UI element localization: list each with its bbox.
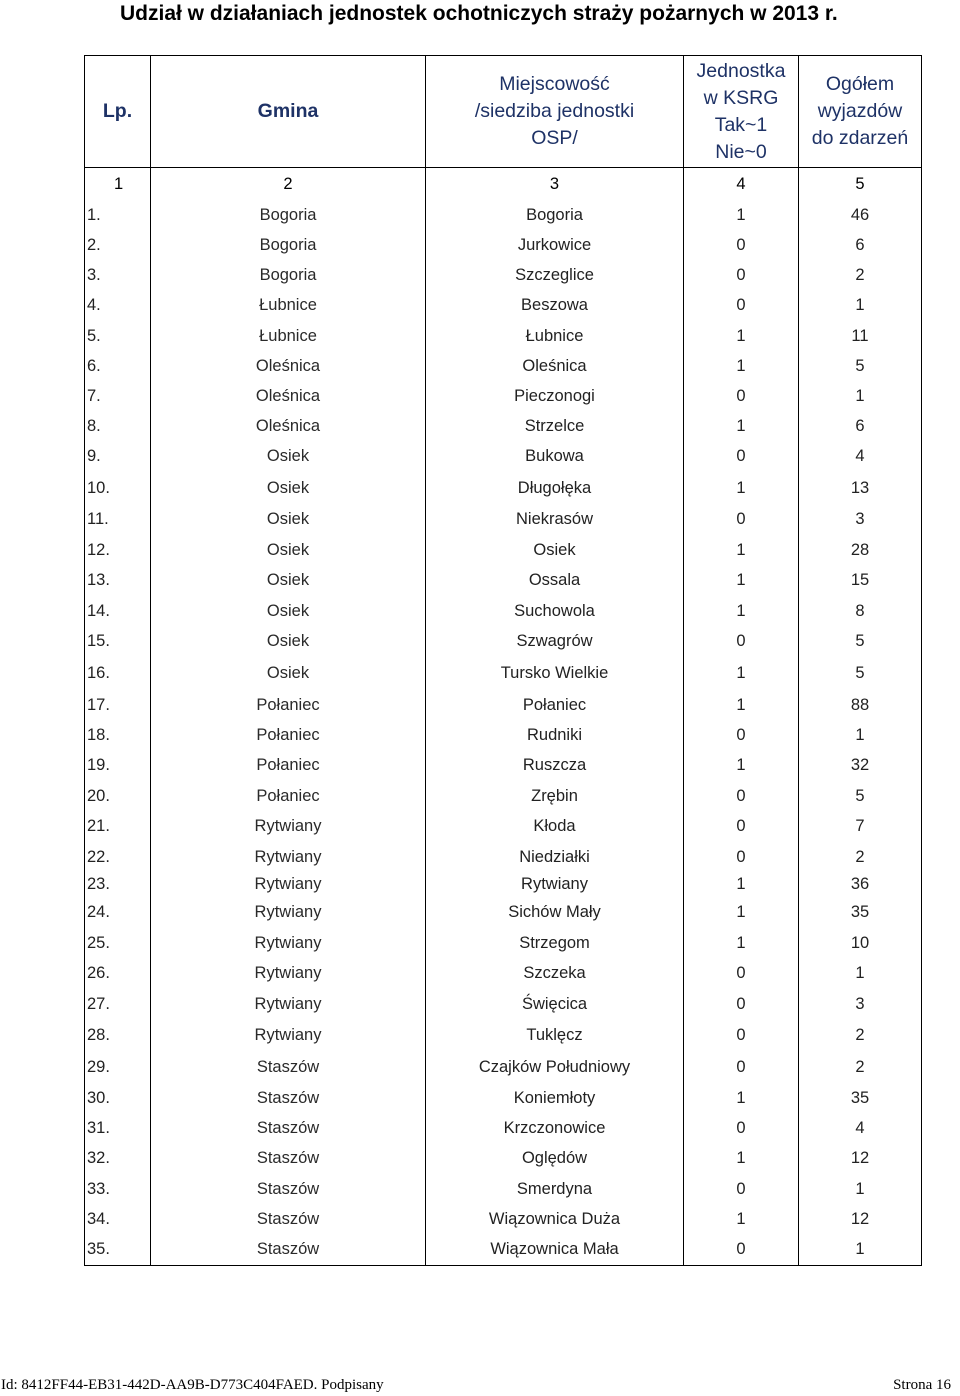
table-row xyxy=(85,596,922,626)
cell-ksrg: 1 xyxy=(684,928,799,958)
table-row xyxy=(85,441,922,472)
table-row xyxy=(85,690,922,720)
cell-miejscowosc: Ossala xyxy=(426,565,684,596)
cell-ksrg: 0 xyxy=(684,988,799,1020)
cell-miejscowosc: Bogoria xyxy=(426,200,684,230)
cell-ksrg: 1 xyxy=(684,872,799,897)
column-number: 4 xyxy=(684,168,799,201)
cell-gmina: Rytwiany xyxy=(151,842,426,872)
column-numbers-row xyxy=(85,168,922,201)
cell-miejscowosc: Strzegom xyxy=(426,928,684,958)
cell-lp: 26. xyxy=(85,958,151,988)
cell-ogolem: 5 xyxy=(799,657,922,690)
cell-gmina: Połaniec xyxy=(151,720,426,750)
cell-gmina: Bogoria xyxy=(151,200,426,230)
table-row xyxy=(85,1051,922,1083)
cell-ksrg: 0 xyxy=(684,1113,799,1143)
column-number: 1 xyxy=(85,168,151,201)
cell-gmina: Osiek xyxy=(151,626,426,657)
cell-miejscowosc: Oleśnica xyxy=(426,351,684,381)
table-row xyxy=(85,928,922,958)
cell-gmina: Osiek xyxy=(151,504,426,535)
cell-gmina: Oleśnica xyxy=(151,381,426,411)
cell-ksrg: 1 xyxy=(684,200,799,230)
cell-lp: 28. xyxy=(85,1020,151,1051)
cell-lp: 3. xyxy=(85,260,151,290)
cell-ksrg: 1 xyxy=(684,1204,799,1235)
table-row xyxy=(85,781,922,811)
document-title: Udział w działaniach jednostek ochotniczych straży pożarnych w 2013 r. xyxy=(120,2,838,25)
header-ksrg: Jednostka w KSRG Tak~1 Nie~0 xyxy=(684,56,799,168)
cell-lp: 31. xyxy=(85,1113,151,1143)
cell-gmina: Osiek xyxy=(151,657,426,690)
cell-ksrg: 1 xyxy=(684,535,799,565)
cell-lp: 27. xyxy=(85,988,151,1020)
cell-ogolem: 10 xyxy=(799,928,922,958)
table-row xyxy=(85,958,922,988)
cell-ogolem: 6 xyxy=(799,411,922,441)
table-row xyxy=(85,472,922,504)
table-row xyxy=(85,504,922,535)
cell-ogolem: 3 xyxy=(799,988,922,1020)
cell-ogolem: 5 xyxy=(799,351,922,381)
cell-miejscowosc: Wiązownica Mała xyxy=(426,1235,684,1265)
cell-lp: 20. xyxy=(85,781,151,811)
cell-ogolem: 35 xyxy=(799,897,922,928)
cell-gmina: Osiek xyxy=(151,565,426,596)
table-row xyxy=(85,351,922,381)
table-row xyxy=(85,535,922,565)
table-row xyxy=(85,872,922,897)
table-row xyxy=(85,626,922,657)
cell-miejscowosc: Rudniki xyxy=(426,720,684,750)
cell-ogolem: 46 xyxy=(799,200,922,230)
table-body xyxy=(85,200,922,1265)
cell-gmina: Rytwiany xyxy=(151,958,426,988)
cell-ogolem: 1 xyxy=(799,1174,922,1204)
cell-miejscowosc: Tuklęcz xyxy=(426,1020,684,1051)
document-id-footer: Id: 8412FF44-EB31-442D-AA9B-D773C404FAED. Podpisany xyxy=(1,1377,384,1393)
cell-lp: 4. xyxy=(85,290,151,321)
cell-ogolem: 12 xyxy=(799,1143,922,1174)
table-row xyxy=(85,565,922,596)
cell-ogolem: 4 xyxy=(799,1113,922,1143)
cell-miejscowosc: Łubnice xyxy=(426,321,684,351)
table-row xyxy=(85,1083,922,1113)
cell-ksrg: 0 xyxy=(684,441,799,472)
table-row xyxy=(85,290,922,321)
cell-lp: 19. xyxy=(85,750,151,781)
cell-ksrg: 1 xyxy=(684,351,799,381)
cell-miejscowosc: Zrębin xyxy=(426,781,684,811)
table-row xyxy=(85,1143,922,1174)
cell-ksrg: 1 xyxy=(684,1143,799,1174)
cell-lp: 30. xyxy=(85,1083,151,1113)
cell-gmina: Rytwiany xyxy=(151,811,426,842)
cell-lp: 1. xyxy=(85,200,151,230)
cell-ogolem: 1 xyxy=(799,381,922,411)
table-row xyxy=(85,200,922,230)
table-row xyxy=(85,1174,922,1204)
cell-lp: 34. xyxy=(85,1204,151,1235)
cell-ksrg: 0 xyxy=(684,1051,799,1083)
cell-gmina: Rytwiany xyxy=(151,872,426,897)
cell-miejscowosc: Jurkowice xyxy=(426,230,684,260)
cell-gmina: Bogoria xyxy=(151,260,426,290)
table-header xyxy=(85,56,922,168)
cell-ogolem: 11 xyxy=(799,321,922,351)
cell-miejscowosc: Szwagrów xyxy=(426,626,684,657)
cell-ogolem: 6 xyxy=(799,230,922,260)
cell-miejscowosc: Bukowa xyxy=(426,441,684,472)
table-row xyxy=(85,260,922,290)
cell-gmina: Osiek xyxy=(151,441,426,472)
cell-ksrg: 1 xyxy=(684,472,799,504)
cell-miejscowosc: Sichów Mały xyxy=(426,897,684,928)
cell-ksrg: 0 xyxy=(684,381,799,411)
cell-ogolem: 5 xyxy=(799,781,922,811)
cell-gmina: Oleśnica xyxy=(151,351,426,381)
cell-miejscowosc: Suchowola xyxy=(426,596,684,626)
cell-ksrg: 1 xyxy=(684,565,799,596)
cell-ogolem: 8 xyxy=(799,596,922,626)
cell-ogolem: 28 xyxy=(799,535,922,565)
cell-miejscowosc: Długołęka xyxy=(426,472,684,504)
cell-lp: 12. xyxy=(85,535,151,565)
cell-gmina: Osiek xyxy=(151,472,426,504)
cell-ogolem: 3 xyxy=(799,504,922,535)
cell-miejscowosc: Szczeglice xyxy=(426,260,684,290)
table-row xyxy=(85,230,922,260)
cell-lp: 13. xyxy=(85,565,151,596)
cell-miejscowosc: Święcica xyxy=(426,988,684,1020)
table-row xyxy=(85,1113,922,1143)
cell-ogolem: 12 xyxy=(799,1204,922,1235)
cell-gmina: Staszów xyxy=(151,1143,426,1174)
cell-ogolem: 1 xyxy=(799,1235,922,1265)
osp-actions-table xyxy=(84,55,922,1266)
cell-ogolem: 35 xyxy=(799,1083,922,1113)
cell-miejscowosc: Beszowa xyxy=(426,290,684,321)
cell-miejscowosc: Niekrasów xyxy=(426,504,684,535)
cell-lp: 29. xyxy=(85,1051,151,1083)
cell-gmina: Oleśnica xyxy=(151,411,426,441)
cell-gmina: Połaniec xyxy=(151,781,426,811)
cell-gmina: Łubnice xyxy=(151,321,426,351)
cell-lp: 23. xyxy=(85,872,151,897)
cell-ksrg: 1 xyxy=(684,690,799,720)
table-row xyxy=(85,321,922,351)
column-number: 3 xyxy=(426,168,684,201)
cell-lp: 18. xyxy=(85,720,151,750)
cell-ksrg: 0 xyxy=(684,720,799,750)
cell-lp: 9. xyxy=(85,441,151,472)
cell-lp: 32. xyxy=(85,1143,151,1174)
column-number: 2 xyxy=(151,168,426,201)
cell-miejscowosc: Czajków Południowy xyxy=(426,1051,684,1083)
cell-miejscowosc: Rytwiany xyxy=(426,872,684,897)
cell-ksrg: 0 xyxy=(684,781,799,811)
table-row xyxy=(85,750,922,781)
cell-ksrg: 1 xyxy=(684,321,799,351)
cell-ogolem: 36 xyxy=(799,872,922,897)
table-row xyxy=(85,1020,922,1051)
header-miejscowosc: Miejscowość /siedziba jednostki OSP/ xyxy=(426,56,684,168)
page-number-footer: Strona 16 xyxy=(893,1377,951,1393)
cell-gmina: Łubnice xyxy=(151,290,426,321)
cell-miejscowosc: Osiek xyxy=(426,535,684,565)
cell-gmina: Staszów xyxy=(151,1174,426,1204)
cell-gmina: Połaniec xyxy=(151,690,426,720)
header-gmina: Gmina xyxy=(151,56,426,168)
table-row xyxy=(85,988,922,1020)
cell-lp: 16. xyxy=(85,657,151,690)
cell-ogolem: 2 xyxy=(799,260,922,290)
cell-ogolem: 1 xyxy=(799,290,922,321)
cell-miejscowosc: Niedziałki xyxy=(426,842,684,872)
table-row xyxy=(85,842,922,872)
cell-miejscowosc: Tursko Wielkie xyxy=(426,657,684,690)
cell-gmina: Połaniec xyxy=(151,750,426,781)
cell-lp: 25. xyxy=(85,928,151,958)
cell-ogolem: 4 xyxy=(799,441,922,472)
cell-ogolem: 7 xyxy=(799,811,922,842)
cell-miejscowosc: Połaniec xyxy=(426,690,684,720)
cell-miejscowosc: Oględów xyxy=(426,1143,684,1174)
cell-lp: 17. xyxy=(85,690,151,720)
cell-lp: 35. xyxy=(85,1235,151,1265)
header-lp: Lp. xyxy=(85,56,151,168)
cell-gmina: Osiek xyxy=(151,535,426,565)
table-row xyxy=(85,897,922,928)
cell-lp: 24. xyxy=(85,897,151,928)
cell-gmina: Rytwiany xyxy=(151,928,426,958)
cell-lp: 6. xyxy=(85,351,151,381)
cell-ksrg: 0 xyxy=(684,1174,799,1204)
cell-ksrg: 0 xyxy=(684,958,799,988)
cell-ksrg: 1 xyxy=(684,657,799,690)
cell-ogolem: 2 xyxy=(799,1051,922,1083)
cell-ogolem: 88 xyxy=(799,690,922,720)
cell-ogolem: 15 xyxy=(799,565,922,596)
table-row xyxy=(85,720,922,750)
cell-gmina: Staszów xyxy=(151,1083,426,1113)
table-row xyxy=(85,657,922,690)
cell-gmina: Osiek xyxy=(151,596,426,626)
column-number: 5 xyxy=(799,168,922,201)
cell-gmina: Staszów xyxy=(151,1051,426,1083)
table-row xyxy=(85,1204,922,1235)
cell-ksrg: 0 xyxy=(684,504,799,535)
table-row xyxy=(85,411,922,441)
cell-gmina: Staszów xyxy=(151,1204,426,1235)
cell-ksrg: 1 xyxy=(684,411,799,441)
cell-lp: 11. xyxy=(85,504,151,535)
cell-ogolem: 32 xyxy=(799,750,922,781)
cell-miejscowosc: Wiązownica Duża xyxy=(426,1204,684,1235)
cell-ksrg: 1 xyxy=(684,1083,799,1113)
cell-gmina: Rytwiany xyxy=(151,988,426,1020)
cell-ksrg: 0 xyxy=(684,1020,799,1051)
cell-miejscowosc: Kłoda xyxy=(426,811,684,842)
cell-miejscowosc: Strzelce xyxy=(426,411,684,441)
cell-ksrg: 1 xyxy=(684,897,799,928)
table-row xyxy=(85,811,922,842)
cell-gmina: Staszów xyxy=(151,1235,426,1265)
cell-ksrg: 0 xyxy=(684,842,799,872)
cell-gmina: Rytwiany xyxy=(151,1020,426,1051)
cell-miejscowosc: Szczeka xyxy=(426,958,684,988)
cell-gmina: Staszów xyxy=(151,1113,426,1143)
cell-ogolem: 2 xyxy=(799,842,922,872)
table-row xyxy=(85,1235,922,1265)
cell-miejscowosc: Krzczonowice xyxy=(426,1113,684,1143)
cell-miejscowosc: Koniemłoty xyxy=(426,1083,684,1113)
cell-ogolem: 1 xyxy=(799,720,922,750)
cell-ksrg: 0 xyxy=(684,626,799,657)
cell-ogolem: 1 xyxy=(799,958,922,988)
cell-lp: 22. xyxy=(85,842,151,872)
cell-lp: 5. xyxy=(85,321,151,351)
cell-ogolem: 13 xyxy=(799,472,922,504)
cell-ksrg: 0 xyxy=(684,811,799,842)
cell-ksrg: 1 xyxy=(684,750,799,781)
table-row xyxy=(85,381,922,411)
cell-ogolem: 5 xyxy=(799,626,922,657)
cell-lp: 10. xyxy=(85,472,151,504)
cell-gmina: Rytwiany xyxy=(151,897,426,928)
cell-miejscowosc: Ruszcza xyxy=(426,750,684,781)
cell-gmina: Bogoria xyxy=(151,230,426,260)
cell-lp: 14. xyxy=(85,596,151,626)
cell-miejscowosc: Pieczonogi xyxy=(426,381,684,411)
cell-lp: 2. xyxy=(85,230,151,260)
cell-ksrg: 0 xyxy=(684,290,799,321)
cell-lp: 21. xyxy=(85,811,151,842)
cell-ksrg: 0 xyxy=(684,260,799,290)
cell-ogolem: 2 xyxy=(799,1020,922,1051)
cell-lp: 7. xyxy=(85,381,151,411)
cell-miejscowosc: Smerdyna xyxy=(426,1174,684,1204)
header-ogolem: Ogółem wyjazdów do zdarzeń xyxy=(799,56,922,168)
cell-lp: 33. xyxy=(85,1174,151,1204)
cell-ksrg: 1 xyxy=(684,596,799,626)
cell-ksrg: 0 xyxy=(684,230,799,260)
cell-ksrg: 0 xyxy=(684,1235,799,1265)
cell-lp: 8. xyxy=(85,411,151,441)
cell-lp: 15. xyxy=(85,626,151,657)
